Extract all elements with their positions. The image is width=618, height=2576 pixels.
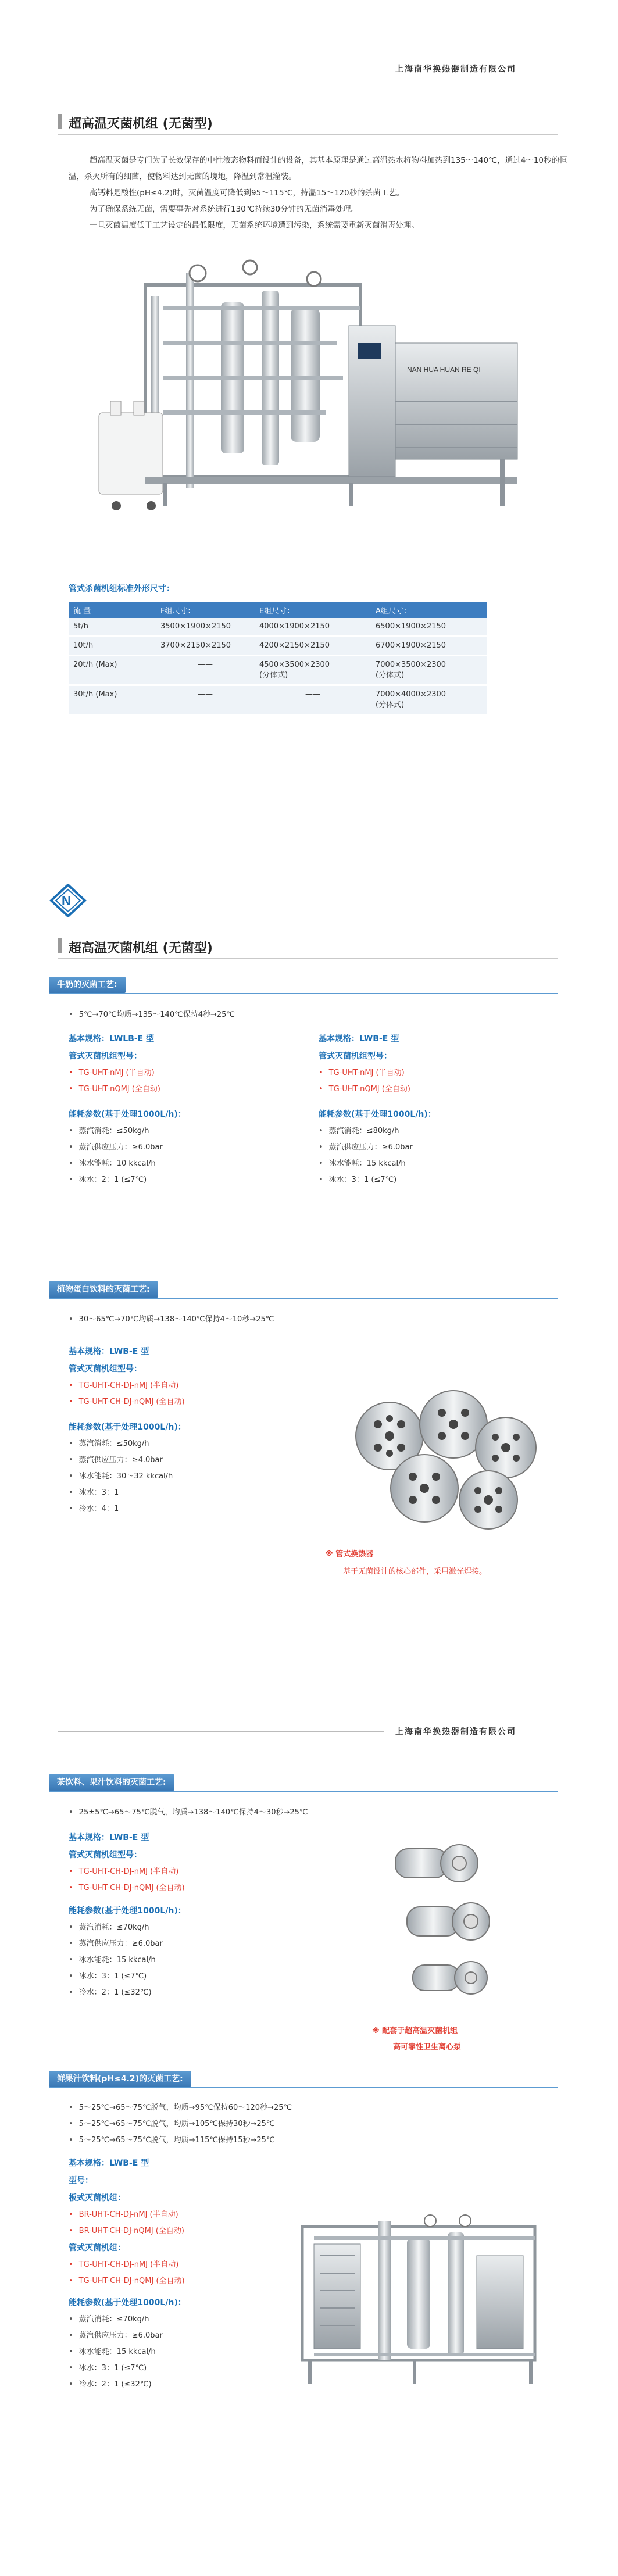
energy-header: 能耗参数(基于处理1000L/h)：: [319, 1110, 436, 1119]
energy-item: • 冷水：2：1 (≤32℃): [69, 2377, 313, 2393]
table-caption-text: 管式杀菌机组标准外形尺寸：: [69, 584, 174, 594]
th-f: F组尺寸：: [156, 602, 255, 618]
energy-item: • 冰水能耗：15 kkcal/h: [319, 1156, 551, 1172]
title-marker: [58, 938, 62, 953]
model-header: 管式灭菌机组型号：: [69, 1364, 142, 1374]
table-row: [69, 637, 487, 656]
model-item: • TG-UHT-nMJ (半自动): [319, 1065, 551, 1081]
model-header: 管式灭菌机组型号：: [69, 1850, 142, 1860]
model-item: • BR-UHT-CH-DJ-nMJ (半自动): [69, 2207, 313, 2223]
table-cell: 5t/h: [69, 618, 156, 637]
machine-label: NAN HUA HUAN RE QI: [407, 366, 481, 374]
th-a: A组尺寸：: [371, 602, 487, 618]
section3-rule: [58, 1731, 384, 1732]
energy-header: 能耗参数(基于处理1000L/h)：: [69, 1906, 186, 1916]
pump-description: 高可靠性卫生离心泵: [393, 2043, 462, 2052]
energy-item: • 蒸汽供应压力：≥6.0bar: [69, 2328, 313, 2344]
energy-item: • 蒸汽消耗：≤70kg/h: [69, 1920, 313, 1936]
energy-item: • 冰水能耗：15 kkcal/h: [69, 1952, 313, 1968]
company-name: 上海南华换热器制造有限公司: [395, 1727, 516, 1737]
tea-process-text: • 25±5℃→65～75℃脱气，均质→138～140℃保持4～30秒→25℃: [69, 1805, 308, 1821]
intro-paragraph-2: 高钙料是酸性(pH≤4.2)时，灭菌温度可降低到95～115℃，持温15～120秒的杀菌工艺。: [90, 188, 405, 198]
table-row: [69, 618, 487, 637]
section2-title: 超高温灭菌机组 (无菌型): [69, 941, 213, 956]
milk-left-column: [69, 1030, 301, 1188]
spec-label: 基本规格：LWB-E 型: [69, 1347, 149, 1356]
energy-item: • 冷水：2：1 (≤32℃): [69, 1985, 313, 2001]
juice-column: [69, 2155, 313, 2393]
plate-subheader: 板式灭菌机组：: [69, 2193, 126, 2203]
energy-item: • 冷水：4：1: [69, 1501, 313, 1517]
plant-process-bar: 植物蛋白饮料的灭菌工艺:: [49, 1281, 158, 1298]
energy-item: • 蒸汽供应压力：≥6.0bar: [69, 1936, 313, 1952]
juice-process-item: • 5～25℃→65～75℃脱气，均质→105℃保持30秒→25℃: [69, 2116, 292, 2132]
table-cell: ——: [255, 685, 371, 715]
tube-exchanger-image: [337, 1384, 546, 1535]
juice-process-item: • 5～25℃→65～75℃脱气，均质→95℃保持60～120秒→25℃: [69, 2100, 292, 2116]
table-row: [69, 656, 487, 685]
energy-item: • 冰水能耗：10 kkcal/h: [69, 1156, 301, 1172]
table-cell: 20t/h (Max): [69, 656, 156, 685]
table-cell: 6500×1900×2150: [371, 618, 487, 637]
juice-machine-image: [291, 2203, 546, 2389]
section2-title-row: [58, 932, 558, 959]
table-cell: 3500×1900×2150: [156, 618, 255, 637]
exchanger-caption: ※ 管式换热器: [326, 1550, 374, 1559]
juice-process-item: • 5～25℃→65～75℃脱气，均质→115℃保持15秒→25℃: [69, 2132, 292, 2149]
company-logo-icon: [49, 884, 87, 917]
energy-item: • 蒸汽消耗：≤70kg/h: [69, 2311, 313, 2328]
energy-item: • 蒸汽消耗：≤80kg/h: [319, 1123, 551, 1139]
model-item: • BR-UHT-CH-DJ-nQMJ (全自动): [69, 2223, 313, 2239]
energy-header: 能耗参数(基于处理1000L/h)：: [69, 2298, 186, 2307]
model-item: • TG-UHT-CH-DJ-nMJ (半自动): [69, 1378, 313, 1394]
milk-process-text: • 5℃→70℃均质→135～140℃保持4秒→25℃: [69, 1007, 235, 1023]
intro-paragraph-1: 超高温灭菌是专门为了长效保存的中性液态物料而设计的设备，其基本原理是通过高温热水将物料加热到135～140℃，通过4～10秒的恒温，杀灭所有的细菌，使物料达到无菌的境地，降温到常温灌装。: [69, 156, 567, 181]
milk-right-column: [319, 1030, 551, 1188]
table-row: [69, 685, 487, 715]
exchanger-description: 基于无菌设计的核心部件，采用激光焊接。: [343, 1567, 487, 1576]
table-cell: 6700×1900×2150: [371, 637, 487, 656]
milk-process-bar: 牛奶的灭菌工艺:: [49, 977, 126, 993]
plant-section-line: [49, 1298, 558, 1299]
energy-item: • 冰水：3：1: [69, 1485, 313, 1501]
spec-label: 基本规格：LWB-E 型: [69, 1833, 149, 1842]
juice-process-list: [69, 2100, 292, 2149]
section-title-row: [58, 108, 558, 135]
table-cell: ——: [156, 656, 255, 685]
energy-item: • 冰水：3：1 (≤7℃): [69, 2360, 313, 2377]
table-caption: [69, 583, 174, 594]
dimension-table: [69, 602, 487, 716]
plant-column: [69, 1343, 313, 1517]
energy-item: • 冰水：2：1 (≤7℃): [69, 1172, 301, 1188]
company-name: 上海南华换热器制造有限公司: [395, 65, 516, 74]
energy-item: • 冰水能耗：30～32 kkcal/h: [69, 1469, 313, 1485]
juice-process-bar: 鲜果汁饮料(pH≤4.2)的灭菌工艺:: [49, 2071, 191, 2087]
model-item: • TG-UHT-CH-DJ-nMJ (半自动): [69, 2257, 313, 2273]
energy-item: • 冰水：3：1 (≤7℃): [319, 1172, 551, 1188]
pump-caption: ※ 配套于超高温灭菌机组: [372, 2027, 458, 2035]
model-item: • TG-UHT-nQMJ (全自动): [319, 1081, 551, 1098]
table-cell: 4200×2150×2150: [255, 637, 371, 656]
energy-item: • 蒸汽供应压力：≥4.0bar: [69, 1452, 313, 1469]
model-header: 型号：: [69, 2176, 93, 2185]
table-cell: 4500×3500×2300 (分体式): [255, 656, 371, 685]
table-cell: 30t/h (Max): [69, 685, 156, 715]
table-cell: 4000×1900×2150: [255, 618, 371, 637]
table-cell: 7000×4000×2300 (分体式): [371, 685, 487, 715]
model-header: 管式灭菌机组型号：: [319, 1052, 392, 1061]
milk-section-line: [49, 993, 558, 994]
energy-item: • 蒸汽消耗：≤50kg/h: [69, 1123, 301, 1139]
title-marker: [58, 114, 62, 129]
energy-item: • 冰水：3：1 (≤7℃): [69, 1968, 313, 1985]
model-item: • TG-UHT-nMJ (半自动): [69, 1065, 301, 1081]
spec-label: 基本规格：LWB-E 型: [319, 1034, 399, 1044]
model-item: • TG-UHT-CH-DJ-nQMJ (全自动): [69, 1880, 313, 1896]
tea-column: [69, 1829, 313, 2001]
energy-item: • 蒸汽供应压力：≥6.0bar: [319, 1139, 551, 1156]
model-item: • TG-UHT-CH-DJ-nMJ (半自动): [69, 1864, 313, 1880]
model-item: • TG-UHT-CH-DJ-nQMJ (全自动): [69, 1394, 313, 1410]
model-item: • TG-UHT-CH-DJ-nQMJ (全自动): [69, 2273, 313, 2289]
intro-paragraph-4: 一旦灭菌温度低于工艺设定的最低限度，无菌系统环境遭到污染，系统需要重新灭菌消毒处理。: [90, 221, 419, 230]
centrifugal-pump-image: [372, 1837, 512, 2012]
tea-process-bar: 茶饮料、果汁饮料的灭菌工艺:: [49, 1774, 174, 1791]
intro-text: [69, 152, 569, 234]
model-header: 管式灭菌机组型号：: [69, 1052, 142, 1061]
tea-section-line: [49, 1791, 558, 1792]
juice-section-line: [49, 2087, 558, 2088]
page-title: 超高温灭菌机组 (无菌型): [69, 117, 213, 131]
th-e: E组尺寸：: [255, 602, 371, 618]
svg-text:N: N: [62, 894, 71, 908]
table-cell: 10t/h: [69, 637, 156, 656]
uht-machine-image: [93, 250, 523, 552]
intro-paragraph-3: 为了确保系统无菌，需要事先对系统进行130℃持续30分钟的无菌消毒处理。: [90, 205, 359, 214]
table-header-row: [69, 602, 487, 618]
tube-subheader: 管式灭菌机组：: [69, 2243, 126, 2253]
table-cell: 3700×2150×2150: [156, 637, 255, 656]
plant-process-text: • 30～65℃→70℃均质→138～140℃保持4～10秒→25℃: [69, 1312, 274, 1328]
energy-item: • 冰水能耗：15 kkcal/h: [69, 2344, 313, 2360]
energy-header: 能耗参数(基于处理1000L/h)：: [69, 1110, 186, 1119]
table-cell: ——: [156, 685, 255, 715]
spec-label: 基本规格：LWLB-E 型: [69, 1034, 155, 1044]
th-flow: 流 量: [69, 602, 156, 618]
spec-label: 基本规格：LWB-E 型: [69, 2159, 149, 2168]
energy-item: • 蒸汽供应压力：≥6.0bar: [69, 1139, 301, 1156]
model-item: • TG-UHT-nQMJ (全自动): [69, 1081, 301, 1098]
table-cell: 7000×3500×2300 (分体式): [371, 656, 487, 685]
energy-item: • 蒸汽消耗：≤50kg/h: [69, 1436, 313, 1452]
energy-header: 能耗参数(基于处理1000L/h)：: [69, 1423, 186, 1432]
